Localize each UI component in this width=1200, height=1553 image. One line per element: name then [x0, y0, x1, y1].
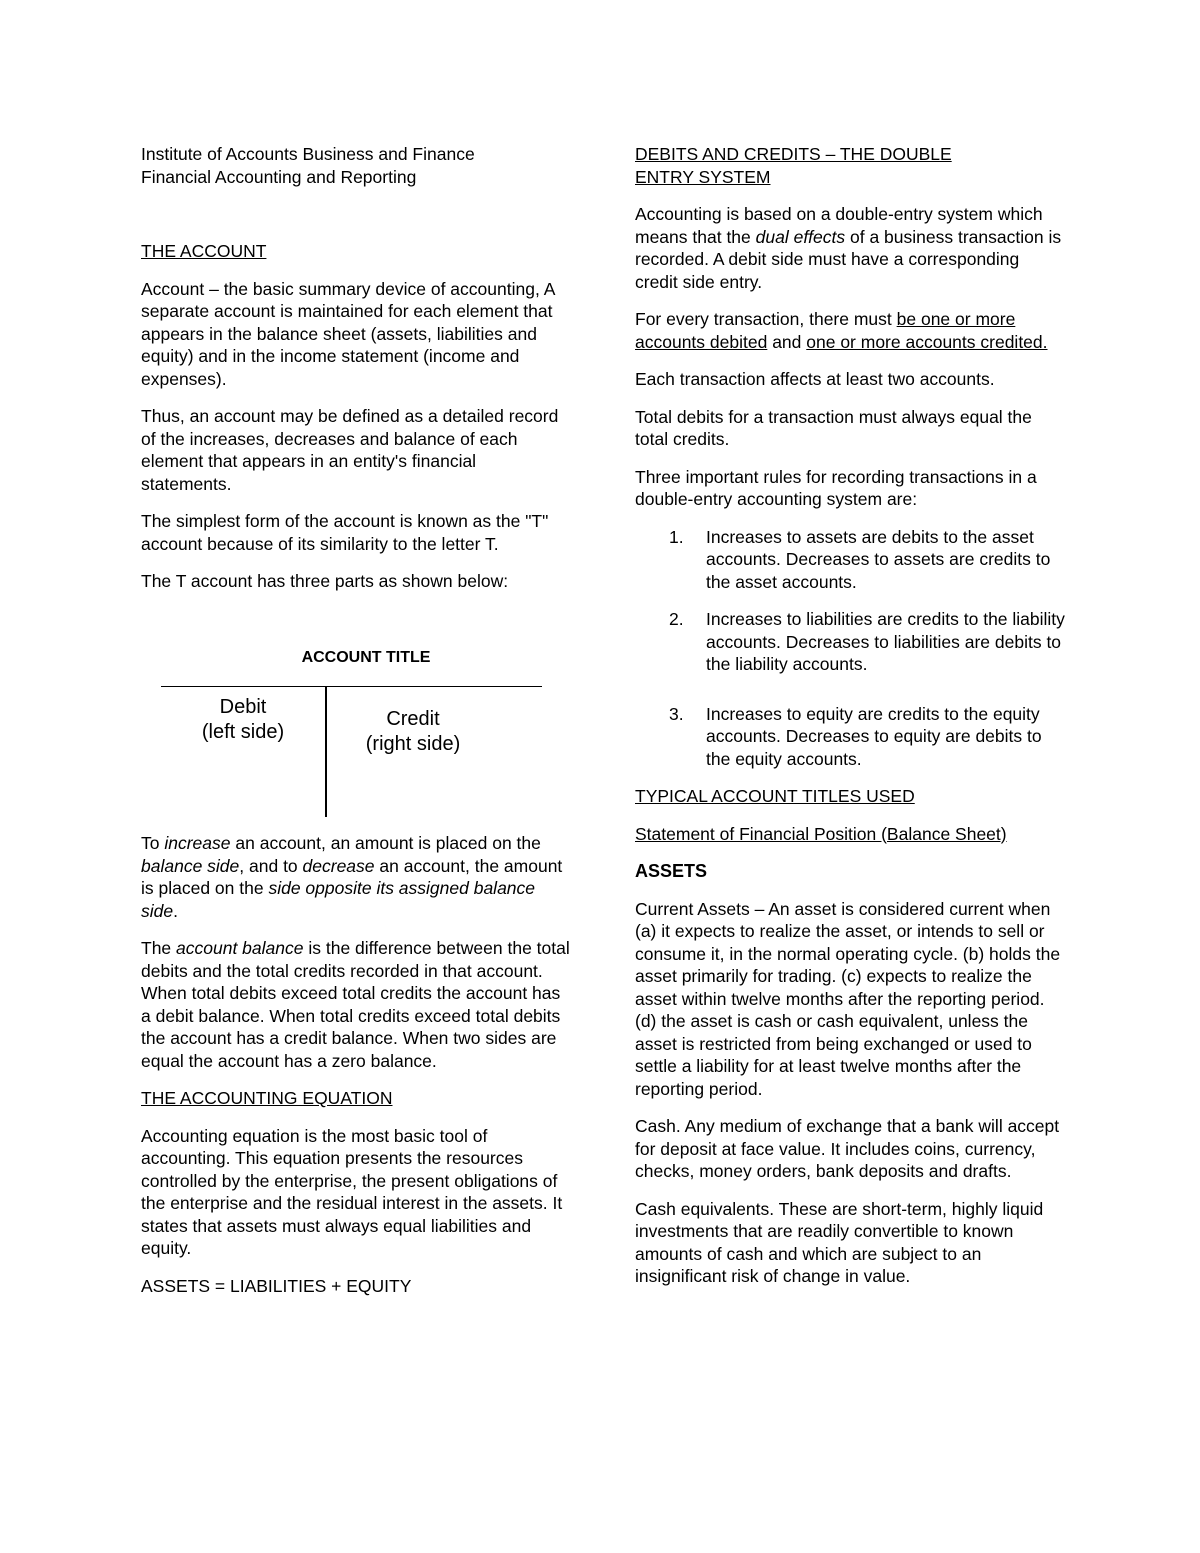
accounting-equation-heading: THE ACCOUNTING EQUATION — [141, 1088, 393, 1108]
t-account-credit-side — [327, 707, 499, 757]
document-header — [141, 143, 571, 188]
three-rules-intro-paragraph: Three important rules for recording transactions in a double-entry accounting system are: — [635, 466, 1037, 509]
institute-name: Institute of Accounts Business and Finance — [141, 144, 475, 164]
debits-equal-credits-paragraph: Total debits for a transaction must always equal the total credits. — [635, 406, 1032, 449]
increase-decrease-paragraph: To increase an account, an amount is placed on the balance side, and to decrease an account, the amount is placed on the side opposite its assigned balance side. — [141, 833, 563, 921]
current-assets-paragraph: Current Assets – An asset is considered current when (a) it expects to realize the asset, or intends to sell or consume it, in the normal operating cycle. (b) holds the asset primarily for trading. (c) expects to realize the asset within twelve months after the reporting period. (d) the asset is cash or cash equivalent, unless the asset is restricted from being exchanged or used to settle a liability for at least twelve months after the reporting period. — [635, 898, 1061, 1099]
every-transaction-paragraph: For every transaction, there must be one or more accounts debited and one or more accounts credited. — [635, 309, 1048, 352]
double-entry-paragraph: Accounting is based on a double-entry system which means that the dual effects of a business transaction is recorded. A debit side must have a corresponding credit side entry. — [635, 204, 1062, 292]
credit-sublabel: (right side) — [365, 733, 461, 755]
list-item: 3. Increases to equity are credits to the equity accounts. Decreases to equity are debits to the equity accounts. — [669, 703, 1042, 769]
rules-list — [635, 526, 1065, 771]
typical-account-titles-heading: TYPICAL ACCOUNT TITLES USED — [635, 786, 915, 806]
t-account-parts-paragraph: The T account has three parts as shown below: — [141, 571, 509, 591]
assets-heading: ASSETS — [635, 861, 708, 881]
accounting-equation-paragraph: Accounting equation is the most basic tool of accounting. This equation presents the resources controlled by the enterprise, the present obligations of the enterprise and the residual interest in the assets. It states that assets must always equal liabilities and equity. — [141, 1125, 563, 1258]
left-column — [141, 143, 571, 1312]
t-account-intro-paragraph: The simplest form of the account is known as the "T" account because of its similarity to the letter T. — [141, 511, 549, 554]
list-item: 1. Increases to assets are debits to the asset accounts. Decreases to assets are credits to the asset accounts. — [669, 526, 1051, 592]
debit-label: Debit — [219, 696, 267, 718]
cash-paragraph: Cash. Any medium of exchange that a bank will accept for deposit at face value. It includes coins, currency, checks, money orders, bank deposits and drafts. — [635, 1116, 1060, 1181]
debits-credits-heading: DEBITS AND CREDITS – THE DOUBLE ENTRY SYSTEM — [635, 144, 952, 187]
t-account-title: ACCOUNT TITLE — [301, 648, 431, 666]
account-definition-paragraph: Account – the basic summary device of accounting, A separate account is maintained for each element that appears in the balance sheet (assets, liabilities and equity) and in the income statement (income and expenses). — [141, 278, 555, 389]
accounting-equation-formula: ASSETS = LIABILITIES + EQUITY — [141, 1275, 412, 1296]
list-item: 2. Increases to liabilities are credits to the liability accounts. Decreases to liabilities are debits to the liability accounts. — [669, 609, 1065, 674]
debit-sublabel: (left side) — [201, 721, 285, 743]
the-account-heading: THE ACCOUNT — [141, 241, 267, 261]
account-detailed-record-paragraph: Thus, an account may be defined as a detailed record of the increases, decreases and balance of each element that appears in an entity's financial statements. — [141, 406, 559, 494]
financial-position-heading: Statement of Financial Position (Balance Sheet) — [635, 823, 1007, 844]
course-title: Financial Accounting and Reporting — [141, 166, 417, 187]
two-accounts-paragraph: Each transaction affects at least two accounts. — [635, 369, 995, 389]
credit-label: Credit — [386, 708, 440, 730]
account-balance-paragraph: The account balance is the difference between the total debits and the total credits recorded in that account. When total debits exceed total credits the account has a debit balance. When total credits exceed total debits the account has a credit balance. When two sides are equal the account has a zero balance. — [141, 938, 570, 1071]
t-account-debit-side — [161, 695, 325, 745]
t-account-diagram — [161, 686, 542, 817]
cash-equivalents-paragraph: Cash equivalents. These are short-term, highly liquid investments that are readily convertible to known amounts of cash and which are subject to an insignificant risk of change in value. — [635, 1198, 1044, 1286]
right-column — [635, 143, 1065, 1303]
